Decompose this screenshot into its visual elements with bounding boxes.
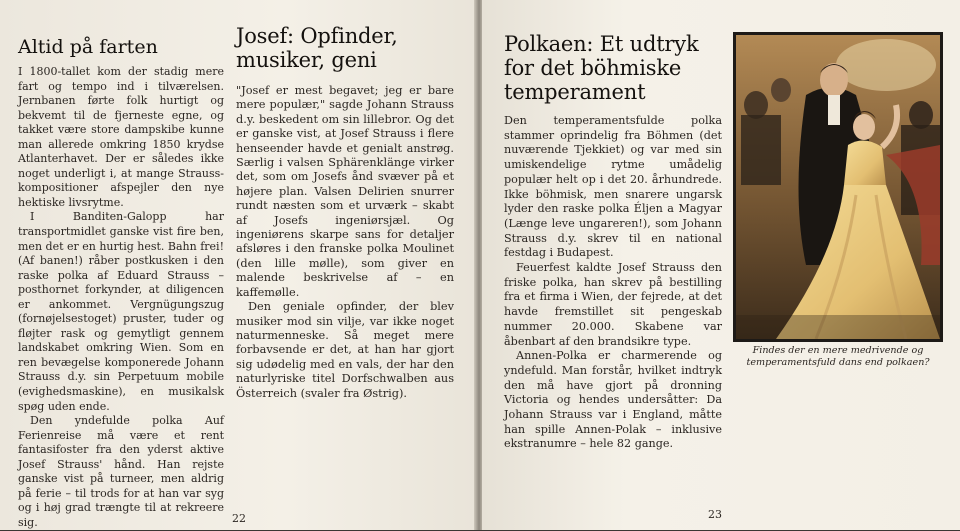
column-polkaen: [504, 32, 722, 452]
page-number: 22: [232, 512, 246, 525]
paragraph: Feuerfest kaldte Josef Strauss den friske polka, han skrev på bestilling fra et firma i Wien, der fejrede, at det havde fremstillet sit pengeskab nummer 20.000. Skabene var åbenbart af den brandsikre type.: [504, 261, 722, 348]
paragraph: Den yndefulde polka Auf Ferienreise må være et rent fantasifoster fra den yderst aktive Josef Strauss' hånd. Han rejste ganske vist på turneer, men aldrig på ferie – til trods for at han var syg og i høj grad trængte til at rekreere sig.: [18, 414, 224, 529]
paragraph: Den temperamentsfulde polka stammer oprindelig fra Böhmen (det nuværende Tjekkiet) og var med sin umiskendelige rytme umådelig populær helt op i det 20. århundrede. Ikke böhmisk, men snarere ungarsk lyder den raske polka Éljen a Magyar (Længe leve ungareren!), som Johann Strauss d.y. skrev til en national festdag i Budapest.: [504, 114, 722, 260]
column-altid-paa-farten: [18, 36, 224, 531]
page-number: 23: [708, 508, 722, 521]
section-heading: Polkaen: Et udtryk for det böhmiske temperament: [504, 32, 699, 104]
paragraph: I 1800-tallet kom der stadig mere fart og tempo ind i tilværelsen. Jernbanen førte folk hurtigt og bekvemt til de fjerneste egne, og takket være store dampskibe kunne man allerede omkring 1850 krydse Atlanterhavet. Der er således ikke noget underligt i, at mange Strauss-kompositioner afspejler den nye hektiske livsrytme.: [18, 65, 224, 209]
paragraph: Annen-Polka er charmerende og yndefuld. Man forstår, hvilket indtryk den må have gjort på dronning Victoria og hendes undersåtter: Da Johann Strauss var i England, måtte han spille Annen-Polak – inklusive ekstranumre – hele 82 gange.: [504, 349, 722, 451]
column-josef: [236, 24, 454, 401]
section-heading: Altid på farten: [18, 36, 158, 58]
paragraph: I Banditen-Galopp har transportmidlet ganske vist fire ben, men det er en hurtig hest. Bahn frei! (Af banen!) råber postkusken i den raske polka af Eduard Strauss – posthornet forkynder, at diligencen er ankommet. Vergnügungszug (fornøjelsestoget) pruster, tuder og fløjter rask og gemytligt gennem landskabet omkring Wien. Som en ren bevægelse komponerede Johann Strauss d.y. sin Perpetuum mobile (evighedsmaskine), en musikalsk spøg uden ende.: [18, 210, 224, 413]
paragraph: "Josef er mest begavet; jeg er bare mere populær," sagde Johann Strauss d.y. beskedent om sin lillebror. Og det er ganske vist, at Josef Strauss i flere henseender havde et genialt anstrøg. Særlig i valsen Sphärenklänge virker det, som om Josefs ånd svæver på et højere plan. Valsen Delirien snurrer rundt næsten som et urværk – skabt af Josefs ingeniørsjæl. Og ingeniørens skarpe sans for detaljer afsløres i den franske polka Moulinet (den lille mølle), som giver en malende beskrivelse af – en kaffemølle.: [236, 84, 454, 299]
figure-caption: Findes der en mere medrivende og temperamentsfuld dans end polkaen?: [746, 345, 930, 368]
paragraph: Den geniale opfinder, der blev musiker mod sin vilje, var ikke noget naturmenneske. Så meget mere forbavsende er det, at han har gjort sig udødelig med en vals, der har den naturlyriske titel Dorfschwalben aus Österreich (svaler fra Østrig).: [236, 300, 454, 400]
painting-illustration: [736, 35, 940, 339]
dancing-couple-painting: [733, 32, 943, 342]
section-heading: Josef: Opfinder, musiker, geni: [236, 24, 398, 72]
